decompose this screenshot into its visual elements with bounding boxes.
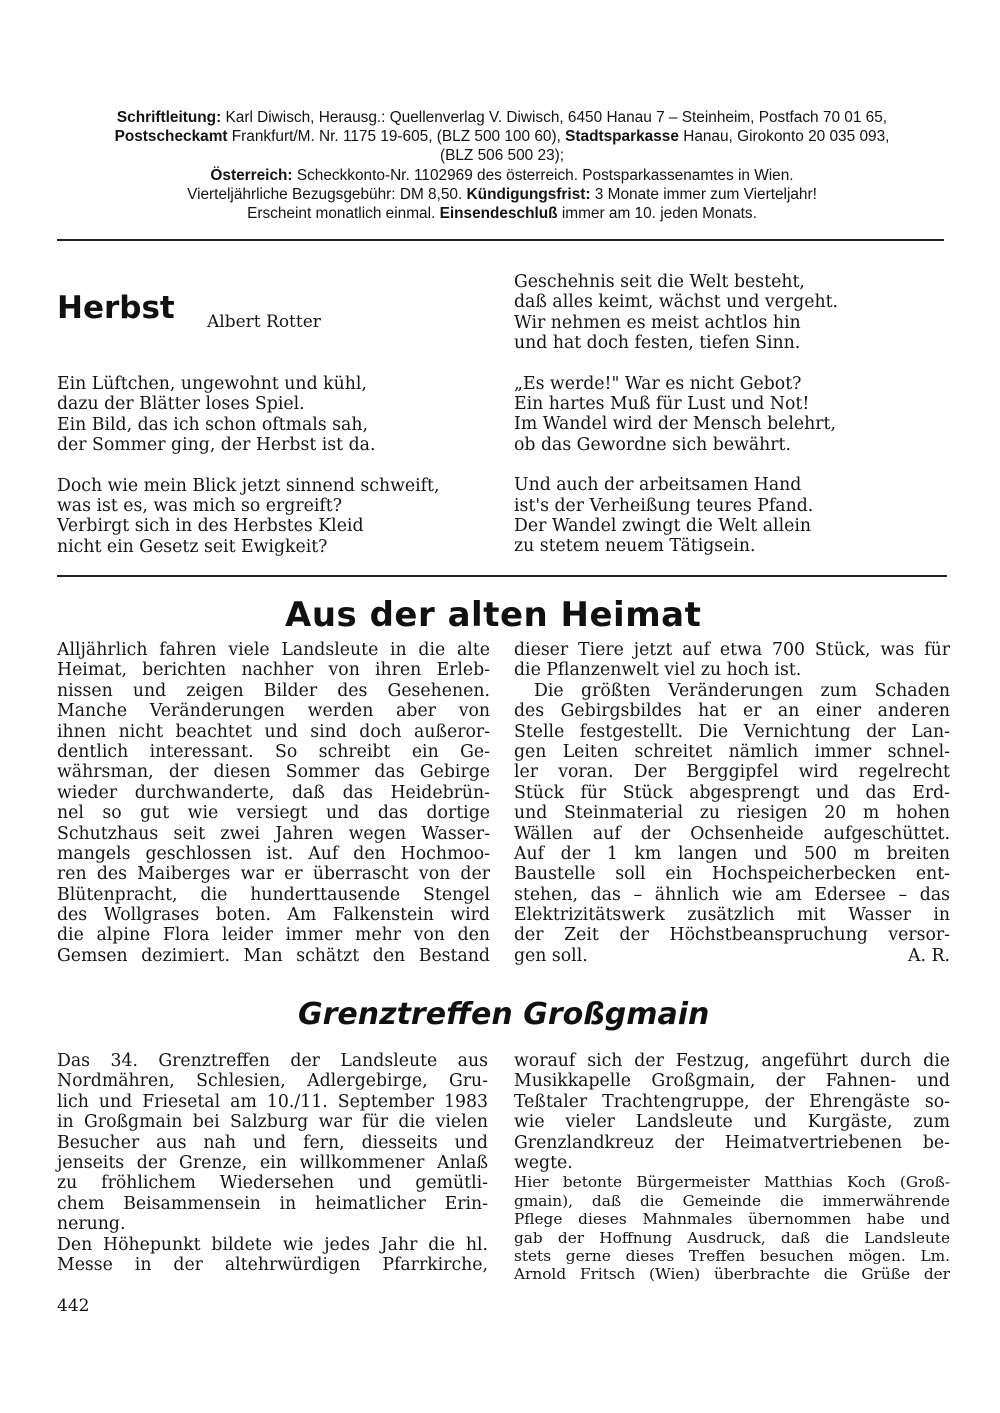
impressum-text: Erscheint monatlich einmal. [247, 205, 440, 223]
impressum-line [62, 185, 942, 204]
impressum-text: (BLZ 506 500 23); [439, 147, 565, 165]
impressum [62, 108, 942, 223]
verse: ist's der Verheißung teures Pfand. [514, 495, 814, 516]
text-line: Besucher aus nah und fern, diesseits und [57, 1132, 488, 1153]
text-line: lich und Friesetal am 10./11. September 1983 [57, 1091, 488, 1112]
text-line: währsman, der diesen Sommer das Gebirge [57, 762, 490, 783]
text-line: des Wollgrases boten. Am Falkenstein wird [57, 905, 490, 926]
text-line: jenseits der Grenze, ein willkommener Anlaß [57, 1152, 488, 1173]
poem-title: Herbst [57, 290, 175, 326]
verse: Geschehnis seit die Welt besteht, [514, 272, 805, 292]
article-title: Grenztreffen Großgmain [298, 997, 710, 1032]
small-print-paragraph [514, 1173, 950, 1283]
poem-left-column [57, 374, 497, 557]
verse: Der Wandel zwingt die Welt allein [514, 515, 811, 536]
text-line: Wällen auf der Ochsenheide aufgeschüttet. [514, 823, 950, 844]
impressum-text: immer am 10. jeden Monats. [557, 205, 757, 223]
text-line: gmain), daß die Gemeinde die immerwährende [514, 1191, 950, 1210]
article2-right-column [514, 1051, 950, 1284]
verse: Ein Lüftchen, ungewohnt und kühl, [57, 374, 367, 394]
label-einsendeschluss: Einsendeschluß [439, 205, 558, 223]
text-line: dentlich interessant. So schreibt ein Ge- [57, 741, 490, 762]
impressum-line [62, 127, 942, 146]
author-signature: A. R. [908, 945, 950, 966]
article1-right-column [514, 640, 950, 966]
verse: Verbirgt sich in des Herbstes Kleid [57, 516, 364, 537]
text-line: die Pflanzenwelt viel zu hoch ist. [514, 660, 802, 681]
text-line: Alljährlich fahren viele Landsleute in die alte [57, 640, 490, 660]
verse: Wir nehmen es meist achtlos hin [514, 312, 801, 333]
text-line-end: gen soll. [514, 945, 588, 966]
text-line: zu fröhlichem Wiedersehen und gemütli- [57, 1173, 488, 1194]
verse: und hat doch festen, tiefen Sinn. [514, 333, 801, 354]
label-schriftleitung: Schriftleitung: [116, 109, 222, 126]
text-line: Das 34. Grenztreffen der Landsleute aus [57, 1051, 488, 1071]
text-line: Grenzlandkreuz der Heimatvertriebenen be- [514, 1132, 950, 1153]
text-line: Baustelle soll ein Hochspeicherbecken ent- [514, 864, 950, 885]
impressum-text: Scheckkonto-Nr. 1102969 des österreich. Postsparkassenamtes in Wien. [292, 166, 794, 184]
page-number: 442 [57, 1296, 90, 1316]
text-line: Stelle festgestellt. Die Vernichtung der Lan- [514, 721, 950, 742]
verse: Im Wandel wird der Mensch belehrt, [514, 414, 836, 435]
poem-right-column [514, 272, 934, 557]
text-line: Teßtaler Trachtengruppe, der Ehrengäste so- [514, 1091, 950, 1112]
verse: „Es werde!" War es nicht Gebot? [514, 373, 802, 394]
text-line: Pflege dieses Mahnmales übernommen habe und [514, 1210, 950, 1229]
text-line: Manche Veränderungen werden aber von [57, 701, 490, 722]
text-line: Hier betonte Bürgermeister Matthias Koch (Groß- [514, 1173, 950, 1192]
article1-left-column [57, 640, 490, 966]
label-postscheckamt: Postscheckamt [114, 128, 228, 146]
impressum-text: Frankfurt/M. Nr. 1175 19-605, (BLZ 500 100 60), [227, 128, 566, 146]
text-line: Schutzhaus seit zwei Jahren wegen Wasser- [57, 823, 490, 844]
impressum-text: Karl Diwisch, Herausg.: Quellenverlag V. Diwisch, 6450 Hanau 7 – Steinheim, Postfach 70 01 65, [221, 109, 888, 126]
text-line: in Großgmain bei Salzburg war für die vielen [57, 1112, 488, 1133]
text-line: der Zeit der Höchstbeanspruchung versor- [514, 925, 950, 946]
text-line: stets gerne dieses Treffen besuchen mögen. Lm. [514, 1246, 950, 1265]
verse: nicht ein Gesetz seit Ewigkeit? [57, 536, 328, 557]
text-line: wieder durchwanderte, daß das Heidebrün- [57, 782, 490, 803]
text-line-last [514, 946, 950, 966]
label-oesterreich: Österreich: [210, 166, 293, 184]
text-line: Nordmähren, Schlesien, Adlergebirge, Gru- [57, 1071, 488, 1092]
text-line: wegte. [514, 1152, 573, 1173]
impressum-line [62, 146, 942, 165]
text-line: nerung. [57, 1214, 126, 1235]
verse: ob das Gewordne sich bewährt. [514, 434, 791, 455]
verse: Ein Bild, das ich schon oftmals sah, [57, 414, 368, 435]
verse: Und auch der arbeitsamen Hand [514, 475, 802, 496]
impressum-line [62, 108, 942, 127]
text-line: nel so gut wie versiegt und das dortige [57, 803, 490, 824]
text-line: Den Höhepunkt bildete wie jedes Jahr die hl. [57, 1234, 488, 1255]
text-line: die alpine Flora leider immer mehr von den [57, 925, 490, 946]
verse: daß alles keimt, wächst und vergeht. [514, 292, 839, 313]
verse: zu stetem neuem Tätigsein. [514, 536, 756, 557]
text-line: des Gebirgsbildes hat er an einer anderen [514, 701, 950, 722]
divider [57, 239, 944, 241]
text-line: stehen, das – ähnlich wie am Edersee – das [514, 884, 950, 905]
verse: dazu der Blätter loses Spiel. [57, 394, 305, 415]
text-line: und Steinmaterial zu riesigen 20 m hohen [514, 803, 950, 824]
text-line: mangels geschlossen ist. Auf den Hochmoo- [57, 843, 490, 864]
verse: was ist es, was mich so ergreift? [57, 495, 342, 516]
text-line: Auf der 1 km langen und 500 m breiten [514, 843, 950, 864]
text-line: Stück für Stück abgesprengt und das Erd- [514, 782, 950, 803]
text-line: gab der Hoffnung Ausdruck, daß die Landsleute [514, 1228, 950, 1247]
text-line: Arnold Fritsch (Wien) überbrachte die Grüße der [514, 1265, 950, 1284]
article2-left-column [57, 1051, 488, 1275]
text-line: ren des Maiberges war er überrascht von der [57, 864, 490, 885]
impressum-line [62, 204, 942, 223]
verse: der Sommer ging, der Herbst ist da. [57, 435, 376, 456]
text-line: Musikkapelle Großgmain, der Fahnen- und [514, 1071, 950, 1092]
impressum-text: Hanau, Girokonto 20 035 093, [678, 128, 890, 146]
text-line: Heimat, berichten nachher von ihren Erleb- [57, 660, 490, 681]
article-title: Aus der alten Heimat [285, 595, 702, 635]
verse: Doch wie mein Blick jetzt sinnend schweift, [57, 475, 440, 496]
impressum-text: Vierteljährliche Bezugsgebühr: DM 8,50. [187, 185, 467, 203]
text-line: chem Beisammensein in heimatlicher Erin- [57, 1193, 488, 1214]
verse: Ein hartes Muß für Lust und Not! [514, 393, 810, 414]
text-line: ihnen nicht beachtet und sind doch außeror- [57, 721, 490, 742]
text-line: wie vieler Landsleute und Kurgäste, zum [514, 1112, 950, 1133]
text-line: dieser Tiere jetzt auf etwa 700 Stück, was für [514, 640, 950, 660]
label-kuendigungsfrist: Kündigungsfrist: [466, 185, 591, 203]
text-line: Die größten Veränderungen zum Schaden [534, 680, 950, 701]
impressum-text: 3 Monate immer zum Vierteljahr! [590, 185, 817, 203]
label-stadtsparkasse: Stadtsparkasse [565, 128, 679, 146]
text-line: Blütenpracht, die hunderttausende Stengel [57, 884, 490, 905]
poem-author: Albert Rotter [207, 312, 321, 332]
text-line: worauf sich der Festzug, angeführt durch die [514, 1051, 950, 1071]
text-line: Gemsen dezimiert. Man schätzt den Bestand [57, 945, 490, 966]
text-line: gen Leiten schreitet nämlich immer schnel- [514, 741, 950, 762]
text-line: ler voran. Der Berggipfel wird regelrecht [514, 762, 950, 783]
text-line: Elektrizitätswerk zusätzlich mit Wasser in [514, 905, 950, 926]
text-line: nissen und zeigen Bilder des Gesehenen. [57, 680, 490, 701]
text-line: Messe in der altehrwürdigen Pfarrkirche, [57, 1254, 488, 1275]
divider [57, 575, 947, 577]
impressum-line [62, 166, 942, 185]
